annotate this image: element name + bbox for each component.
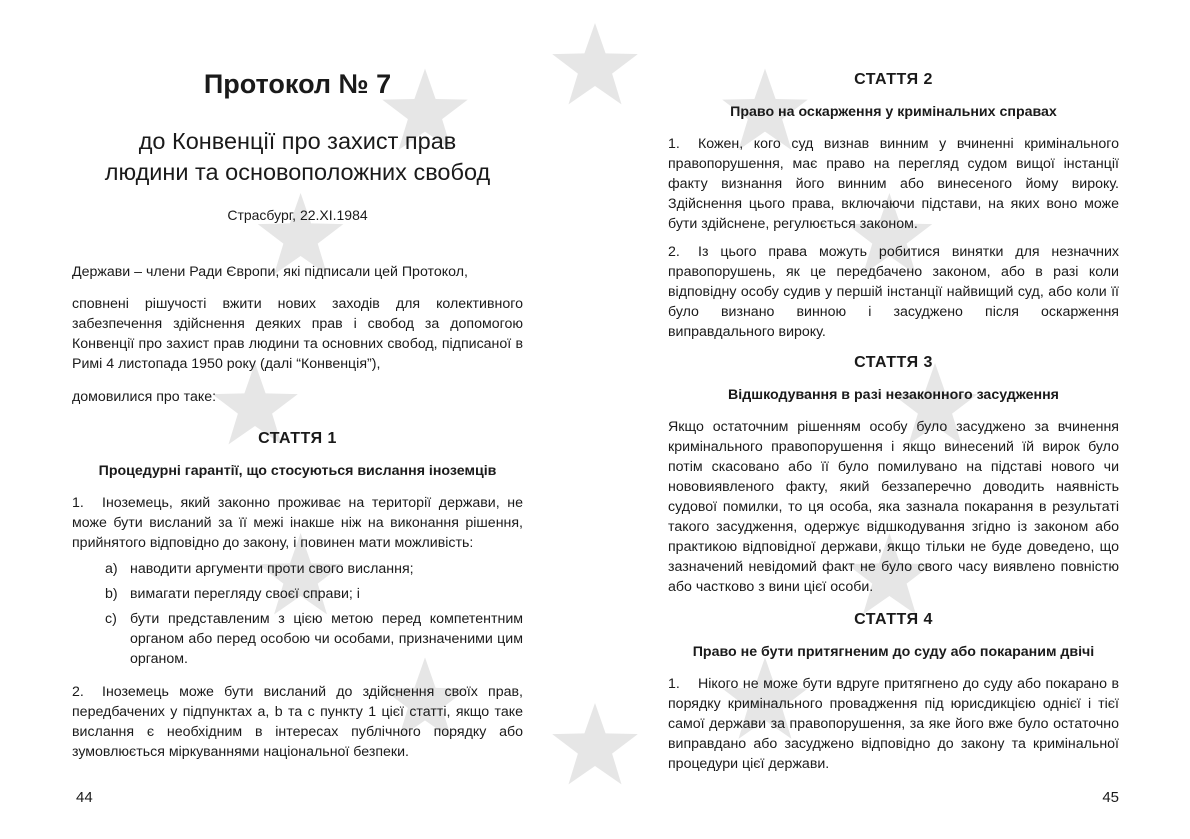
paragraph-number: 2. [72,684,84,700]
article-1-list [72,559,523,669]
protocol-title: Протокол № 7 [203,69,392,99]
preamble-paragraph: домовилися про таке: [72,389,217,405]
article-4-heading: СТАТТЯ 4 [854,611,933,628]
article-3-heading: СТАТТЯ 3 [854,354,933,371]
article-1-subheading: Процедурні гарантії, що стосуються вислання іноземців [98,463,497,479]
article-2-paragraph-2 [668,242,1119,342]
protocol-subtitle [72,126,523,188]
article-1-paragraph-1 [72,493,523,553]
article-2-paragraph-1 [668,134,1119,234]
page-number: 44 [76,789,93,806]
paragraph-text: Іноземець може бути висланий до здійснення своїх прав, передбачених у підпунктах a, b та c пункту 1 цієї статті, якщо таке вислання є необхідним в інтересах публічного порядку або зумовлюється міркуваннями національної безпеки. [72,684,523,760]
article-2-heading: СТАТТЯ 2 [854,71,933,88]
article-4-paragraph-1 [668,674,1119,774]
paragraph-number: 2. [668,244,680,260]
paragraph-number: 1. [668,136,680,152]
left-page [72,0,523,839]
article-3-paragraph: Якщо остаточним рішенням особу було засуджено за вчинення кримінального правопорушення і якщо винесений їй вирок було потім скасовано або її було помилувано на підставі нового чи нововиявленого факту, який беззаперечно доводить наявність судової помилки, то ця особа, яка зазнала покарання в результаті такого засудження, одержує відшкодування згідно із законом або практикою відповідної держави, якщо тільки не буде доведено, що зазначений невідомий факт не було свого часу виявлено повністю або частково з вини цієї особи. [668,419,1119,595]
article-1-paragraph-2 [72,682,523,762]
list-item-text: наводити аргументи проти свого вислання; [130,561,414,577]
paragraph-text: Іноземець, який законно проживає на території держави, не може бути висланий за її межі інакше ніж на виконання рішення, прийнятого відповідно до закону, і повинен мати можливість: [72,495,523,551]
paragraph-text: Із цього права можуть робитися винятки для незначних правопорушень, як це передбачено законом, або в разі коли відповідну особу судив у першій інстанції найвищий суд, або коли її було визнано винною і засуджено після оскарження виправдального вироку. [668,244,1119,340]
preamble-paragraph: сповнені рішучості вжити нових заходів для колективного забезпечення здійснення деяких прав і свобод за допомогою Конвенції про захист прав людини та основних свобод, підписаної в Римі 4 листопада 1950 року (далі “Конвенція”), [72,296,523,372]
page-number: 45 [1102,789,1119,806]
subtitle-line-1: до Конвенції про захист прав [138,128,457,154]
article-2-subheading: Право на оскарження у кримінальних справах [730,104,1057,120]
paragraph-text: Нікого не може бути вдруге притягнено до суду або покарано в порядку кримінального провадження під юрисдикцією однієї і тієї самої держави за правопорушення, за яке його вже було остаточно виправдано або засуджено відповідно до закону та кримінальної процедури цієї держави. [668,676,1119,772]
paragraph-text: Кожен, кого суд визнав винним у вчиненні кримінального правопорушення, має право на перегляд судом вищої інстанції факту визнання його винним або винесеного йому вироку. Здійснення цього права, включаючи підстави, на яких воно може бути здійснене, регулюється законом. [668,136,1119,232]
list-item [72,584,523,604]
list-item-text: бути представленим з цією метою перед компетентним органом або перед особою чи особами, призначеними цим органом. [130,611,523,667]
paragraph-number: 1. [72,495,84,511]
article-4-subheading: Право не бути притягненим до суду або покараним двічі [692,644,1095,660]
subtitle-line-2: людини та основоположних свобод [104,159,491,185]
list-item-label: b) [105,586,118,602]
watermark-star-icon [552,23,638,104]
article-1-heading: СТАТТЯ 1 [258,430,337,447]
place-date: Страсбург, 22.XI.1984 [227,207,368,223]
right-page [668,0,1119,839]
list-item [72,609,523,669]
list-item-text: вимагати перегляду своєї справи; і [130,586,360,602]
preamble-paragraph: Держави – члени Ради Європи, які підписали цей Протокол, [72,264,468,280]
list-item-label: c) [105,611,117,627]
list-item-label: a) [105,561,118,577]
article-3-subheading: Відшкодування в разі незаконного засудження [728,387,1059,403]
watermark-star-icon [552,703,638,784]
paragraph-number: 1. [668,676,680,692]
list-item [72,559,523,579]
